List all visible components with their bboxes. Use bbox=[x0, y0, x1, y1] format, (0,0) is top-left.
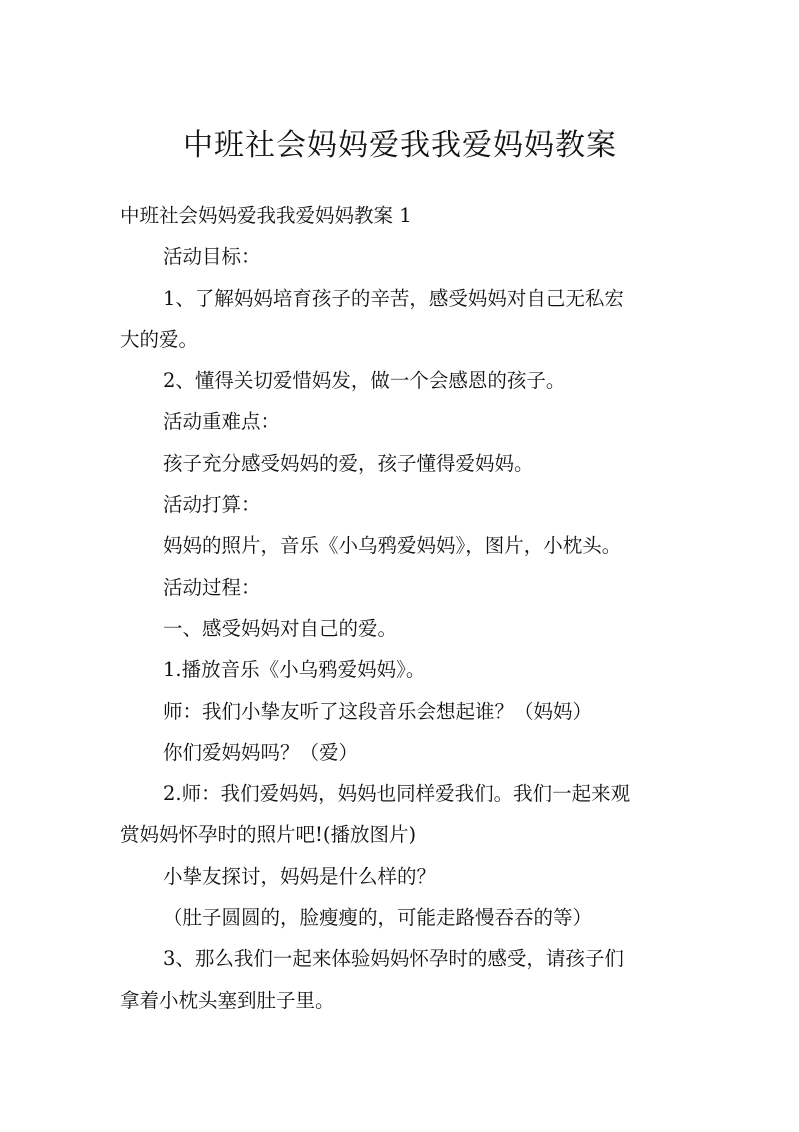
section-heading: 中班社会妈妈爱我我爱妈妈教案 1 bbox=[120, 204, 412, 227]
paragraph-line: 1.播放音乐《小乌鸦爱妈妈》。 bbox=[163, 658, 426, 682]
paragraph-line: 2、懂得关切爱惜妈发，做一个会感恩的孩子。 bbox=[163, 369, 566, 393]
paragraph-line: 活动过程： bbox=[163, 575, 261, 599]
paragraph-line: 活动目标： bbox=[163, 245, 261, 269]
paragraph-line: 孩子充分感受妈妈的爱，孩子懂得爱妈妈。 bbox=[163, 451, 534, 475]
paragraph-line: 3、那么我们一起来体验妈妈怀孕时的感受，请孩子们 bbox=[163, 947, 624, 971]
paragraph-line: 活动重难点： bbox=[163, 410, 281, 434]
paragraph-line: 一、感受妈妈对自己的爱。 bbox=[163, 616, 398, 640]
paragraph-line: 2.师：我们爱妈妈，妈妈也同样爱我们。我们一起来观 bbox=[163, 782, 631, 806]
paragraph-line: （肚子圆圆的，脸瘦瘦的，可能走路慢吞吞的等） bbox=[163, 906, 593, 930]
paragraph-line: 赏妈妈怀孕时的照片吧!(播放图片) bbox=[120, 823, 417, 847]
document-body bbox=[120, 195, 695, 1021]
paragraph-line: 你们爱妈妈吗？（爱） bbox=[163, 740, 359, 764]
paragraph-line: 拿着小枕头塞到肚子里。 bbox=[120, 988, 335, 1012]
paragraph-line: 妈妈的照片，音乐《小乌鸦爱妈妈》，图片，小枕头。 bbox=[163, 534, 622, 558]
paragraph-line: 1、了解妈妈培育孩子的辛苦，感受妈妈对自己无私宏 bbox=[163, 286, 624, 310]
paragraph-line: 师：我们小挚友听了这段音乐会想起谁？（妈妈） bbox=[163, 699, 593, 723]
document-title: 中班社会妈妈爱我我爱妈妈教案 bbox=[183, 128, 617, 163]
paragraph-line: 大的爱。 bbox=[120, 327, 199, 351]
paragraph-line: 小挚友探讨，妈妈是什么样的？ bbox=[163, 864, 437, 888]
paragraph-line: 活动打算： bbox=[163, 493, 261, 517]
